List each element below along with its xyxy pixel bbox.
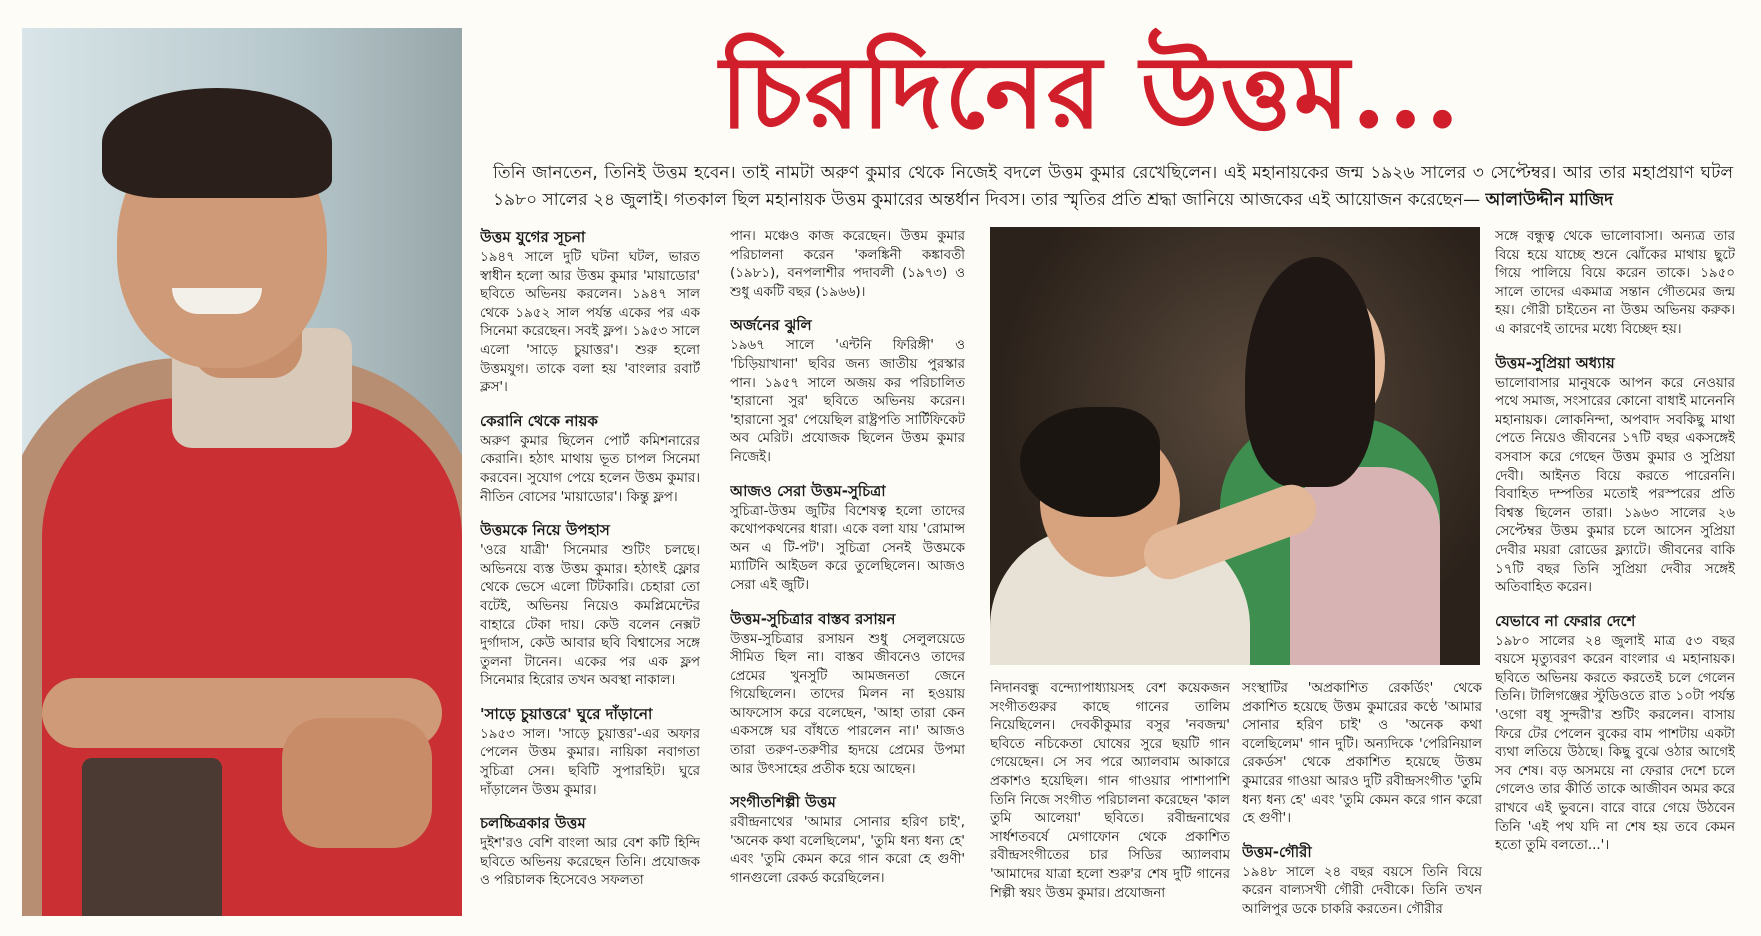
section-heading: উত্তম যুগের সূচনা: [480, 228, 586, 246]
portrait-hands: [282, 718, 432, 848]
section-heading: 'সাড়ে চুয়াত্তরে' ঘুরে দাঁড়ানো: [480, 704, 653, 723]
author-name: আলাউদ্দীন মাজিদ: [1485, 190, 1614, 210]
section-s1: [480, 228, 700, 398]
section-body: সুচিত্রা-উত্তম জুটির বিশেষত্ব হলো তাদের কথোপকথনের ধারা। একে বলা যায় 'রোমান্স অন এ টি-পট'। সুচিত্রা সেনই উত্তমকে ম্যাটিনি আইডল করে তুলেছিলেন। আজও সেরা এই জুটি।: [730, 503, 965, 593]
article-column-4: [990, 680, 1230, 930]
section-heading: আজও সেরা উত্তম-সুচিত্রা: [730, 481, 886, 500]
section-heading: উত্তম-সুচিত্রার বাস্তব রসায়ন: [730, 609, 896, 628]
section-s6: [730, 316, 965, 467]
section-body: ১৯৪৭ সালে দুটি ঘটনা ঘটল, ভারত স্বাধীন হলো আর উত্তম কুমার 'মায়াডোর' ছবিতে অভিনয় করলেন। ১৯৪৭ সাল থেকে ১৯৫২ সাল পর্যন্ত একের পর এক সিনেমা করেছেন। সবই ফ্লপ। ১৯৫৩ সালে এলো 'সাড়ে চুয়াত্তর'। শুরু হলো উত্তমযুগ। তাকে বলা হয় 'বাংলার রবার্ট ক্লস'।: [480, 250, 700, 396]
section-continuation: পান। মঞ্চেও কাজ করেছেন। উত্তম কুমার পরিচালনা করেন 'কলঙ্কিনী কঙ্কাবতী (১৯৮১), বনপলাশীর পদাবলী (১৯৭৩) ও শুধু একটি বছর (১৯৬৬)।: [730, 229, 965, 300]
section-heading: উত্তম-গৌরী: [1242, 842, 1312, 861]
section-continuation: সঙ্গে বন্ধুত্ব থেকে ভালোবাসা। অন্যত্র তার বিয়ে হয়ে যাচ্ছে শুনে ঝোঁকের মাথায় ছুটে গিয়ে পালিয়ে বিয়ে করেন তাকে। ১৯৫০ সালে তাদের একমাত্র সন্তান গৌতমের জন্ম হয়। গৌরী চাইতেন না উত্তম অভিনয় করুক। এ কারণেই তাদের মধ্যে বিচ্ছেদ হয়।: [1495, 229, 1735, 337]
section-body: ভালোবাসার মানুষকে আপন করে নেওয়ার পথে সমাজ, সংসারের কোনো বাধাই মানেননি মহানায়ক। লোকনিন্দা, অপবাদ সবকিছু মাথা পেতে নিয়েও জীবনের ১৭টি বছর একসঙ্গেই বসবাস করে গেছেন উত্তম কুমার ও সুপ্রিয়া দেবী। আইনত বিয়ে করতে পারেননি। বিবাহিত দম্পতির মতোই পরস্পরের প্রতি বিশ্বস্ত ছিলেন তারা। ১৯৬৩ সালের ২৬ সেপ্টেম্বর উত্তম কুমার চলে আসেন সুপ্রিয়া দেবীর ময়রা রোডের ফ্ল্যাটে। জীবনের বাকি ১৭টি বছর তিনি সুপ্রিয়া দেবীর সঙ্গেই অতিবাহিত করেন।: [1495, 375, 1735, 596]
article-column-1: [480, 228, 700, 928]
couple-photo: [990, 227, 1480, 665]
section-continuation: সংস্থাটির 'অপ্রকাশিত রেকর্ডিং' থেকে প্রকাশিত হয়েছে উত্তম কুমারের কণ্ঠে 'আমার সোনার হরিণ চাই' ও 'অনেক কথা বলেছিলেম' গান দুটি। অন্যদিকে 'পেরিনিয়াল রেকর্ডস' থেকে প্রকাশিত হয়েছে উত্তম কুমারের গাওয়া আরও দুটি রবীন্দ্রসংগীত 'তুমি ধন্য ধন্য হে' এবং 'তুমি কেমন করে গান করো হে গুণী'।: [1242, 681, 1482, 827]
portrait-hair: [102, 88, 332, 198]
section-s3: [480, 521, 700, 691]
intro-paragraph: [493, 160, 1733, 214]
section-body: অরুণ কুমার ছিলেন পোর্ট কমিশনারের কেরানি। হঠাৎ মাথায় ভূত চাপল সিনেমা করবেন। সুযোগ পেয়ে হলেন উত্তম কুমার। নীতিন বোসের 'মায়াডোর'। কিন্তু ফ্লপ।: [480, 433, 700, 505]
section-s4: [480, 705, 700, 800]
intro-text: তিনি জানতেন, তিনিই উত্তম হবেন। তাই নামটা অরুণ কুমার থেকে নিজেই বদলে উত্তম কুমার রেখেছিলেন। এই মহানায়কের জন্ম ১৯২৬ সালের ৩ সেপ্টেম্বর। আর তার মহাপ্রয়াণ ঘটল ১৯৮০ সালের ২৪ জুলাই। গতকাল ছিল মহানায়ক উত্তম কুমারের অন্তর্ধান দিবস। তার স্মৃতির প্রতি শ্রদ্ধা জানিয়ে আজকের এই আয়োজন করেছেন—: [493, 163, 1733, 210]
section-body: 'ওরে যাত্রী' সিনেমার শুটিং চলছে। অভিনয়ে ব্যস্ত উত্তম কুমার। হঠাৎই ফ্লোর থেকে ভেসে এলো টিটকারি। চেহারা তো বটেই, অভিনয় নিয়েও কমপ্লিমেন্টের বাহারে টেকা দায়। কেউ বলেন নেক্সট দুর্গাদাস, কেউ আবার ছবি বিশ্বাসের সঙ্গে তুলনা টানেন। একের পর এক ফ্লপ সিনেমার হিরোর তখন অবস্থা নাকাল।: [480, 543, 700, 689]
portrait-photo: [22, 28, 462, 916]
section-s8: [730, 610, 965, 780]
section-heading: অর্জনের ঝুলি: [730, 316, 812, 335]
section-s5: [480, 814, 700, 891]
section-heading: কেরানি থেকে নায়ক: [480, 411, 598, 430]
section-body: দুইশ'রও বেশি বাংলা আর বেশ কটি হিন্দি ছবিতে অভিনয় করেছেন তিনি। প্রযোজক ও পরিচালক হিসেবেও সফলতা: [480, 836, 700, 889]
section-continuation: নিদানবন্ধু বন্দ্যোপাধ্যায়সহ বেশ কয়েকজন সংগীতগুরুর কাছে গানের তালিম নিয়েছিলেন। দেবকীকুমার বসুর 'নবজন্ম' ছবিতে নচিকেতা ঘোষের সুরে ছয়টি গান গেয়েছেন। সে সব পরে অ্যালবাম আকারে প্রকাশও হয়েছিল। গান গাওয়ার পাশাপাশি তিনি নিজে সংগীত পরিচালনা করেছেন 'কাল তুমি আলেয়া' ছবিতে। রবীন্দ্রনাথের সার্ধশতবর্ষে মেগাফোন থেকে প্রকাশিত রবীন্দ্রসংগীতের চার সিডির অ্যালবাম 'আমাদের যাত্রা হলো শুরু'র শেষ দুটি গানের শিল্পী স্বয়ং উত্তম কুমার। প্রযোজনা: [990, 681, 1230, 901]
section-s12: [1495, 612, 1735, 856]
section-body: ১৯৬৭ সালে 'এন্টনি ফিরিঙ্গী' ও 'চিড়িয়াখানা' ছবির জন্য জাতীয় পুরস্কার পান। ১৯৫৭ সালে অজয় কর পরিচালিত 'হারানো সুর' ছবিতে অভিনয় করেন। 'হারানো সুর' পেয়েছিল রাষ্ট্রপতি সার্টিফিকেট অব মেরিট। প্রযোজক ছিলেন উত্তম কুমার নিজেই।: [730, 338, 965, 465]
section-s7: [730, 482, 965, 596]
section-heading: সংগীতশিল্পী উত্তম: [730, 793, 836, 812]
headline: চিরদিনের উত্তম...: [720, 33, 1462, 151]
section-body: রবীন্দ্রনাথের 'আমার সোনার হরিণ চাই', 'অনেক কথা বলেছিলেম', 'তুমি ধন্য ধন্য হে' এবং 'তুমি কেমন করে গান করো হে গুণী' গানগুলো রেকর্ড করেছিলেন।: [730, 815, 965, 887]
article-column-2: [730, 228, 965, 928]
section-s9: [730, 793, 965, 888]
portrait-smile: [172, 288, 262, 314]
portrait-chair: [82, 758, 222, 916]
section-heading: চলচ্চিত্রকার উত্তম: [480, 814, 586, 833]
section-s11: [1495, 354, 1735, 598]
section-s2: [480, 412, 700, 507]
section-body: ১৯৫৩ সাল। 'সাড়ে চুয়াত্তর'-এর অফার পেলেন উত্তম কুমার। নায়িকা নবাগতা সুচিত্রা সেন। ছবিটি সুপারহিট। ঘুরে দাঁড়ালেন উত্তম কুমার।: [480, 726, 700, 798]
section-body: উত্তম-সুচিত্রার রসায়ন শুধু সেলুলয়েডে সীমিত ছিল না। বাস্তব জীবনেও তাদের প্রেমের খুনসুটি আমজনতা জেনে গিয়েছিলেন। তাদের মিলন না হওয়ায় আফসোস করে বলেছেন, 'আহা তারা কেন একসঙ্গে ঘর বাঁধতে পারলেন না।' আজও তারা তরুণ-তরুণীর হৃদয়ে প্রেমের উপমা আর উৎসাহের প্রতীক হয়ে আছেন।: [730, 631, 965, 777]
section-heading: উত্তম-সুপ্রিয়া অধ্যায়: [1495, 353, 1615, 372]
section-s10: [1242, 843, 1482, 920]
couple-man-hair: [1020, 407, 1160, 517]
article-column-3: [1495, 228, 1735, 928]
article-column-5: [1242, 680, 1482, 930]
section-body: ১৯৪৮ সালে ২৪ বছর বয়সে তিনি বিয়ে করেন বাল্যসখী গৌরী দেবীকে। তিনি তখন আলিপুর ডকে চাকরি করতেন। গৌরীর: [1242, 864, 1482, 917]
section-heading: যেভাবে না ফেরার দেশে: [1495, 611, 1636, 630]
section-body: ১৯৮০ সালের ২৪ জুলাই মাত্র ৫৩ বছর বয়সে মৃত্যুবরণ করেন বাংলার এ মহানায়ক। ছবিতে অভিনয় করতে করতেই চলে গেলেন তিনি। টালিগঞ্জের স্টুডিওতে রাত ১০টা পর্যন্ত 'ওগো বধূ সুন্দরী'র শুটিং করলেন। বাসায় ফিরে টের পেলেন বুকের বাম পাশটায় একটা ব্যথা লতিয়ে উঠছে। কিছু বুঝে ওঠার আগেই সব শেষ। বড় অসময়ে না ফেরার দেশে চলে গেলেও তার কীর্তি তাকে আজীবন অমর করে রাখবে এই ভুবনে। বারে বারে গেয়ে উঠবেন তিনি 'এই পথ যদি না শেষ হয় তবে কেমন হতো তুমি বলতো...'।: [1495, 633, 1735, 854]
section-heading: উত্তমকে নিয়ে উপহাস: [480, 521, 610, 540]
